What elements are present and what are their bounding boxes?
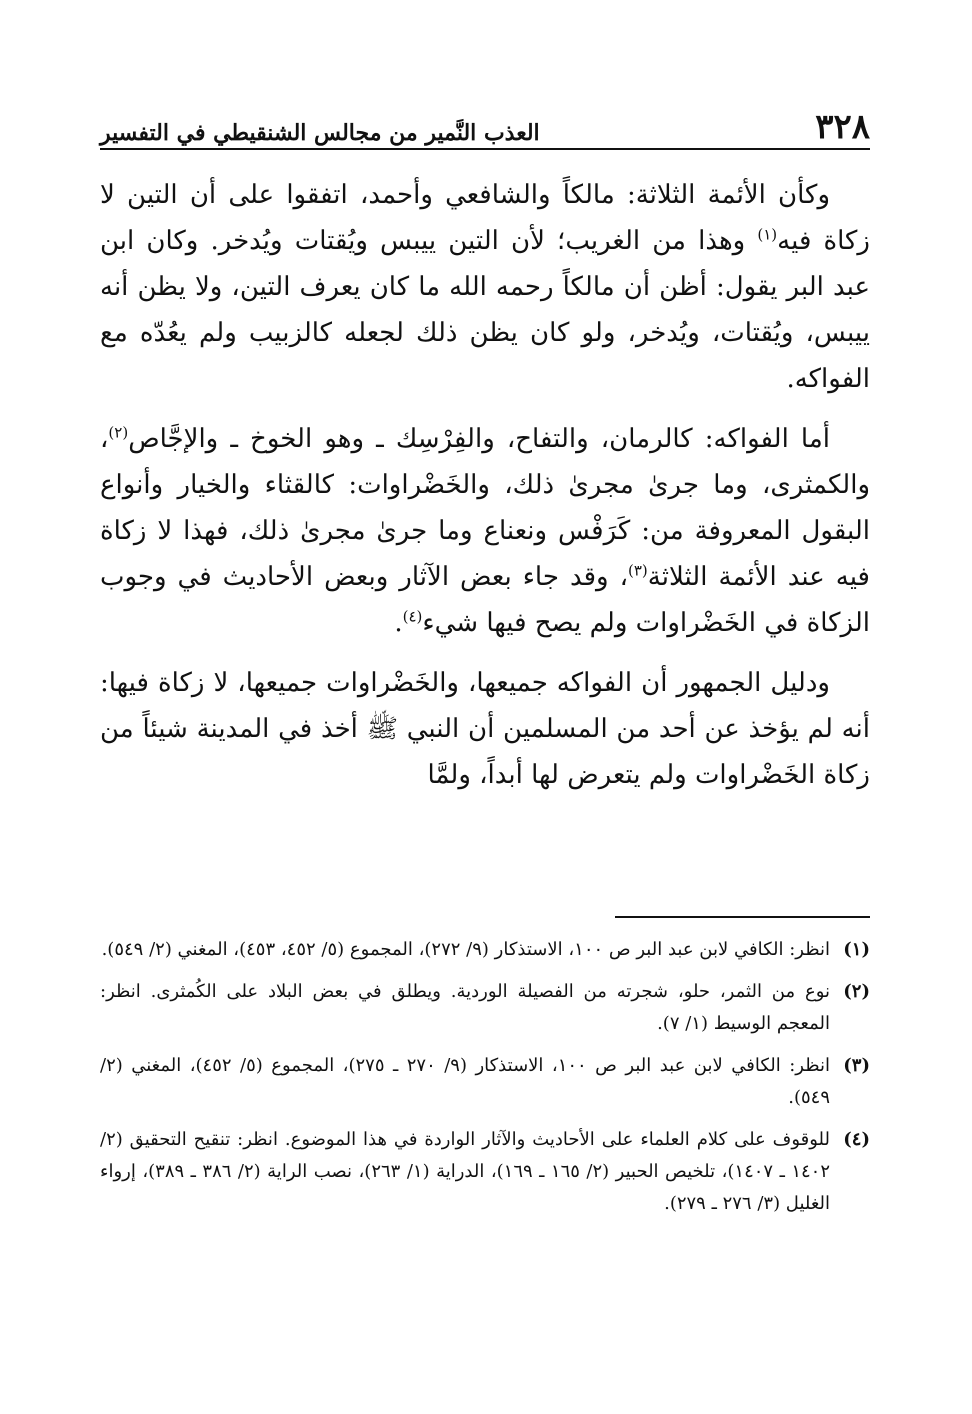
footnote-text: نوع من الثمر، حلو، شجرته من الفصيلة الوردية. ويطلق في بعض البلاد على الكُمثرى. انظر: المعجم الوسيط (١/ ٧). [100,981,830,1034]
footnote-text: انظر: الكافي لابن عبد البر ص ١٠٠، الاستذكار (٩/ ٢٧٢)، المجموع (٥/ ٤٥٢، ٤٥٣)، المغني (٢/ ٥٤٩). [101,939,830,960]
footnote-number: (٣) [843,1055,870,1076]
page-number: ٣٢٨ [815,107,870,147]
paragraph-text: ، والكمثرى، وما جرىٰ مجرىٰ ذلك، والخَضْراوات: كالقثاء والخيار وأنواع البقول المعروفة من: كَرَفْس ونعناع وما جرىٰ مجرىٰ ذلك، فهذا لا زكاة فيه عند الأئمة الثلاثة [100,424,870,592]
footnote-divider [615,916,870,918]
paragraph-3 [100,660,870,798]
running-title: العذب النَّمير من مجالس الشنقيطي في التفسير [100,120,540,146]
paragraph-text: وهذا من الغريب؛ لأن التين ييبس ويُقتات ويُدخر. وكان ابن عبد البر يقول: أظن أن مالكاً رحمه الله ما كان يعرف التين، ولا يظن أنه ييبس، ويُقتات، ويُدخر، ولو كان يظن ذلك لجعله كالزبيب ولم يعُدّه مع الفواكه. [100,226,870,394]
footnote-text: انظر: الكافي لابن عبد البر ص ١٠٠، الاستذكار (٩/ ٢٧٠ ـ ٢٧٥)، المجموع (٥/ ٤٥٢)، المغني (٢/ ٥٤٩). [100,1055,830,1108]
footnote-number: (١) [843,939,870,960]
paragraph-text: . [394,608,403,638]
running-header [100,104,870,150]
book-page [100,0,870,1414]
paragraph-text: أما الفواكه: كالرمان، والتفاح، والفِرْسِك ـ وهو الخوخ ـ والإجَّاص [128,424,830,454]
paragraph-1 [100,172,870,402]
footnote-4 [100,1124,870,1220]
footnote-1 [100,934,870,966]
footnote-reference: (١) [757,225,778,244]
footnote-reference: (٣) [627,561,648,580]
paragraph-text: وكأن الأئمة الثلاثة: مالكاً والشافعي وأحمد، اتفقوا على أن التين لا زكاة فيه [100,180,870,256]
footnotes [100,934,870,1230]
footnote-3 [100,1050,870,1114]
footnote-reference: (٢) [108,423,129,442]
paragraph-text: ودليل الجمهور أن الفواكه جميعها، والخَضْراوات جميعها، لا زكاة فيها: أنه لم يؤخذ عن أحد من المسلمين أن النبي ﷺ أخذ في المدينة شيئاً من زكاة الخَضْراوات ولم يتعرض لها أبداً، ولمَّا [100,668,870,790]
footnote-number: (٤) [843,1129,870,1150]
body-text [100,172,870,812]
paragraph-text: ، وقد جاء بعض الآثار وبعض الأحاديث في وجوب الزكاة في الخَضْراوات ولم يصح فيها شيء [100,562,870,638]
footnote-reference: (٤) [402,607,423,626]
paragraph-2 [100,416,870,646]
footnote-2 [100,976,870,1040]
footnote-number: (٢) [843,981,870,1002]
footnote-text: للوقوف على كلام العلماء على الأحاديث والآثار الواردة في هذا الموضوع. انظر: تنقيح التحقيق (٢/ ١٤٠٢ ـ ١٤٠٧)، تلخيص الحبير (٢/ ١٦٥ ـ ١٦٩)، الدراية (١/ ٢٦٣)، نصب الراية (٢/ ٣٨٦ ـ ٣٨٩)، إرواء الغليل (٣/ ٢٧٦ ـ ٢٧٩). [100,1129,830,1214]
